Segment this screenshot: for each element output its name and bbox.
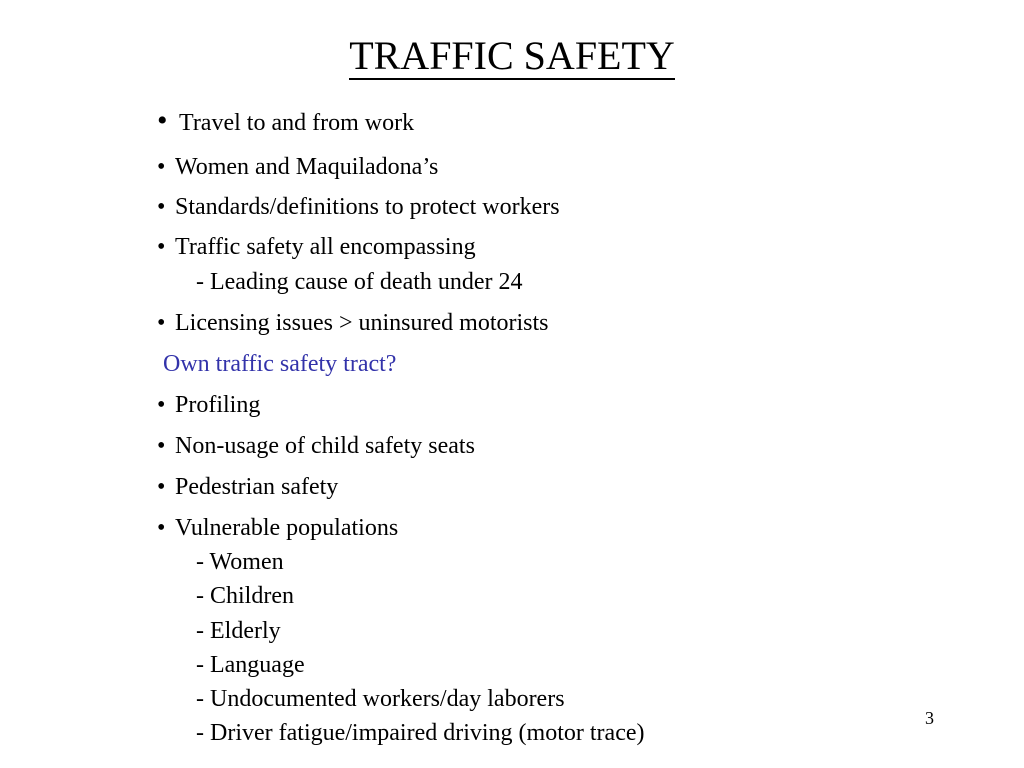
list-item: • Standards/definitions to protect workers (157, 194, 560, 220)
list-item: • Non-usage of child safety seats (157, 433, 475, 459)
list-item: • Traffic safety all encompassing (157, 234, 476, 260)
list-item: • Licensing issues > uninsured motorists (157, 310, 549, 336)
bullet-icon: • (157, 515, 166, 541)
note-text: Own traffic safety tract? (163, 351, 397, 377)
bullet-icon: • (157, 392, 166, 418)
list-item: • Travel to and from work (157, 104, 415, 137)
page-number: 3 (925, 708, 934, 728)
sub-item: - Women (196, 549, 284, 575)
list-item: • Profiling (157, 392, 261, 418)
bullet-icon: • (157, 310, 166, 336)
sub-item: - Undocumented workers/day laborers (196, 686, 565, 712)
sub-item: - Language (196, 652, 305, 678)
list-item: • Women and Maquiladona’s (157, 154, 439, 180)
sub-item: - Elderly (196, 618, 281, 644)
sub-item: - Driver fatigue/impaired driving (motor trace) (196, 720, 645, 746)
bullet-icon: • (157, 234, 166, 260)
bullet-icon: • (157, 104, 168, 137)
list-item: • Vulnerable populations (157, 515, 399, 541)
bullet-icon: • (157, 474, 166, 500)
slide-title: TRAFFIC SAFETY (349, 33, 675, 78)
sub-item: - Children (196, 583, 294, 609)
sub-item: - Leading cause of death under 24 (196, 269, 523, 295)
bullet-icon: • (157, 194, 166, 220)
bullet-icon: • (157, 154, 166, 180)
list-item: • Pedestrian safety (157, 474, 339, 500)
bullet-icon: • (157, 433, 166, 459)
